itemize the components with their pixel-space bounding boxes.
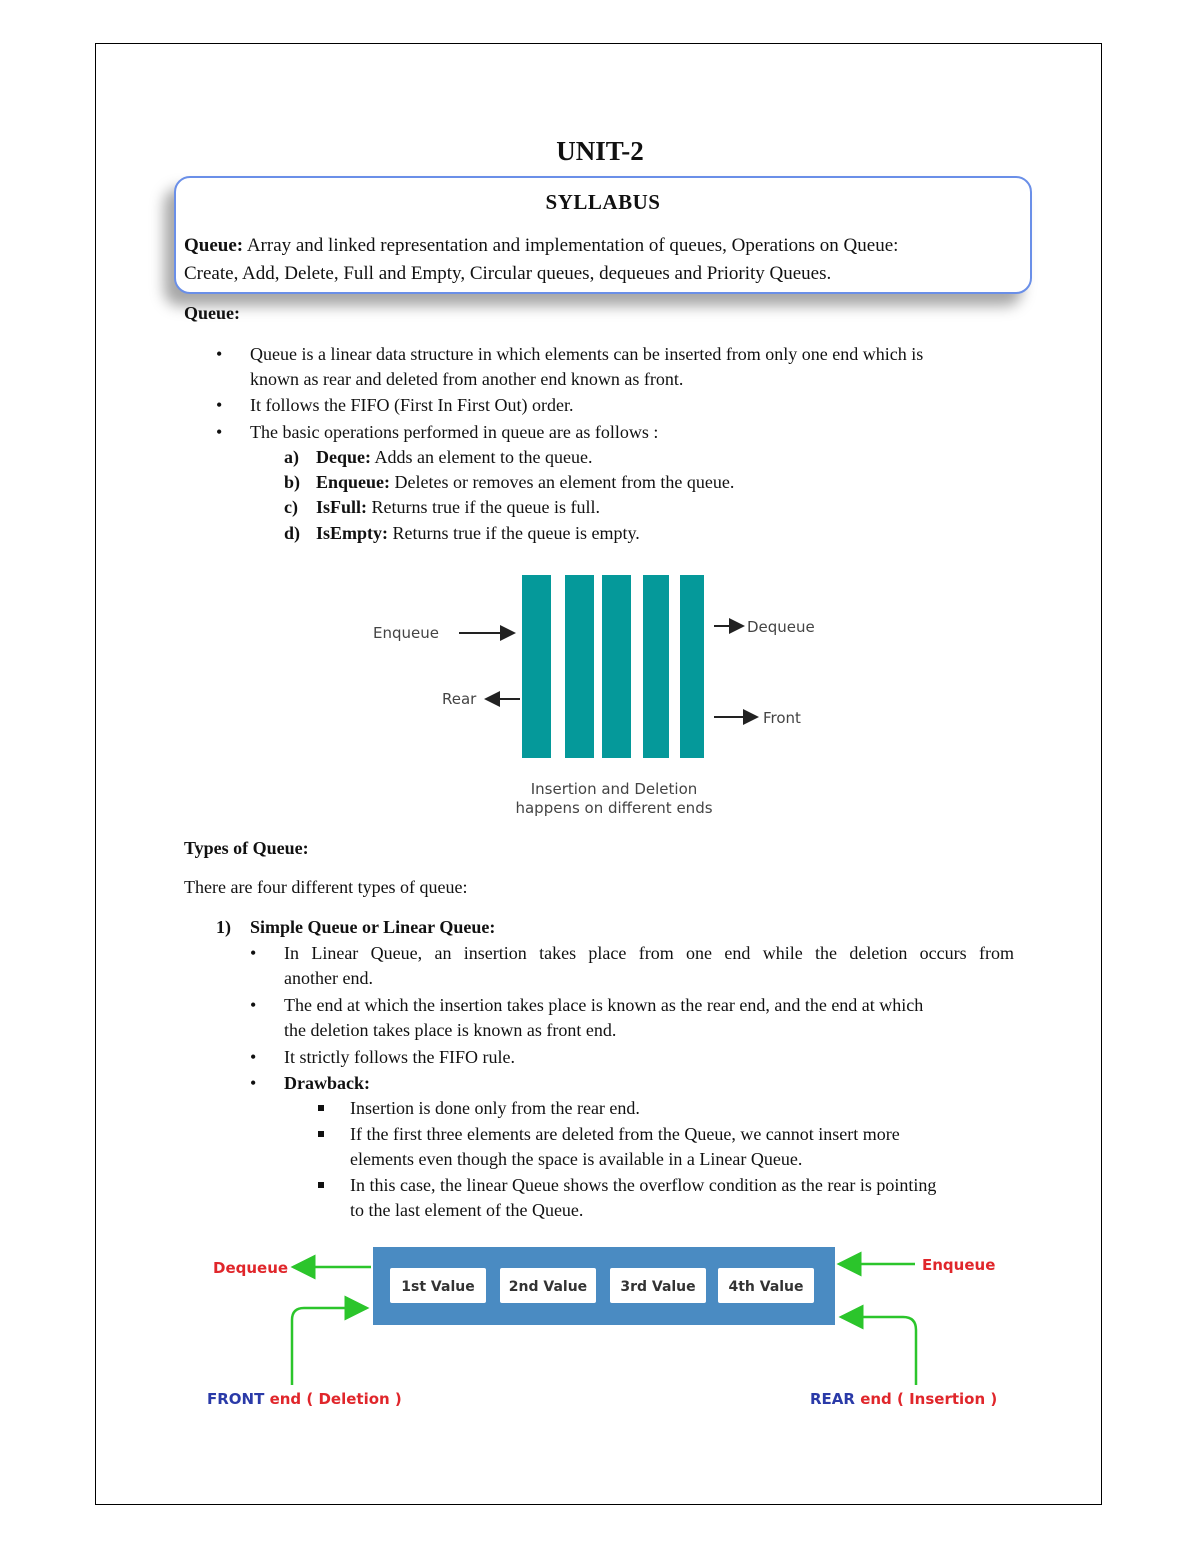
dequeue-label: Dequeue [747,618,815,636]
enqueue-label: Enqueue [922,1256,996,1274]
op-marker-a: a) [284,447,299,467]
drawback-label: Drawback: [284,1073,370,1093]
value-label: 2nd Value [508,1279,588,1295]
op-marker-c: c) [284,497,298,517]
op-item-c [316,495,600,520]
square-bullet [318,1105,324,1111]
square-bullet [318,1182,324,1188]
op-name: IsFull: [316,497,368,517]
front-word: FRONT [207,1390,265,1408]
queue-bullet-3: The basic operations performed in queue are as follows : [250,422,659,442]
type-bullet-2-line2: the deletion takes place is known as front end. [284,1020,617,1040]
syllabus-box [174,176,1032,294]
rear-rest: end ( Insertion ) [854,1390,998,1408]
front-rest: end ( Deletion ) [264,1390,402,1408]
types-intro: There are four different types of queue: [184,877,468,897]
type-bullet-3: It strictly follows the FIFO rule. [284,1047,515,1067]
type-bullet-1-line2: another end. [284,968,373,988]
syllabus-label: Queue: [184,235,244,256]
bullet-dot: • [216,344,223,364]
enqueue-label: Enqueue [373,624,439,642]
square-bullet [318,1131,324,1137]
drawback-1: Insertion is done only from the rear end. [350,1098,640,1118]
value-label: 4th Value [728,1279,804,1295]
bullet-dot: • [250,943,257,963]
type-bullet-1-line1: In Linear Queue, an insertion takes place from one end while the deletion occurs from [284,943,1014,963]
drawback-2-line1: If the first three elements are deleted from the Queue, we cannot insert more [350,1124,900,1144]
queue-slot [602,575,631,758]
syllabus-line2: Create, Add, Delete, Full and Empty, Circular queues, dequeues and Priority Queues. [184,263,832,284]
linear-queue-diagram [195,1235,1005,1420]
rear-label [810,1390,997,1408]
unit-title: UNIT-2 [556,136,644,166]
front-arrow [292,1308,367,1385]
op-text: Returns true if the queue is full. [371,497,600,517]
drawback-2-line2: elements even though the space is available in a Linear Queue. [350,1149,803,1169]
op-name: Deque: [316,447,371,467]
front-label: Front [763,709,801,727]
caption-line1: Insertion and Deletion [530,780,698,798]
type-bullet-2-line1: The end at which the insertion takes place is known as the rear end, and the end at which [284,995,924,1015]
front-label [207,1390,402,1408]
bullet-dot: • [216,395,223,415]
queue-bullet-1-line1: Queue is a linear data structure in which elements can be inserted from only one end which is [250,344,924,364]
rear-word: REAR [810,1390,855,1408]
op-marker-d: d) [284,523,301,543]
op-item-d [316,521,640,546]
type-marker-1: 1) [216,917,231,937]
queue-bullet-2: It follows the FIFO (First In First Out) order. [250,395,574,415]
caption-line2: happens on different ends [515,799,713,817]
syllabus-heading: SYLLABUS [545,190,661,214]
drawback-3-line1: In this case, the linear Queue shows the overflow condition as the rear is pointing [350,1175,937,1195]
bullet-dot: • [216,422,223,442]
queue-heading: Queue: [184,303,240,323]
syllabus-text [184,232,1018,288]
value-label: 1st Value [401,1279,475,1295]
types-heading: Types of Queue: [184,838,309,858]
bullet-dot: • [250,1047,257,1067]
drawback-3-line2: to the last element of the Queue. [350,1200,584,1220]
bullet-dot: • [250,995,257,1015]
bullet-dot: • [250,1073,257,1093]
op-name: IsEmpty: [316,523,389,543]
queue-slot [643,575,669,758]
rear-label: Rear [442,690,477,708]
op-text: Deletes or removes an element from the queue. [394,472,735,492]
queue-slot [522,575,551,758]
queue-bullet-1-line2: known as rear and deleted from another end known as front. [250,369,684,389]
op-marker-b: b) [284,472,301,492]
op-item-a [316,445,592,470]
dequeue-label: Dequeue [213,1259,289,1277]
syllabus-line1: Array and linked representation and implementation of queues, Operations on Queue: [246,235,899,256]
queue-slot [680,575,704,758]
type-title-1: Simple Queue or Linear Queue: [250,917,496,937]
queue-diagram [360,565,840,825]
value-label: 3rd Value [620,1279,696,1295]
op-item-b [316,470,734,495]
queue-slot [565,575,594,758]
op-name: Enqueue: [316,472,391,492]
rear-arrow [841,1317,916,1385]
op-text: Adds an element to the queue. [374,447,593,467]
op-text: Returns true if the queue is empty. [392,523,640,543]
